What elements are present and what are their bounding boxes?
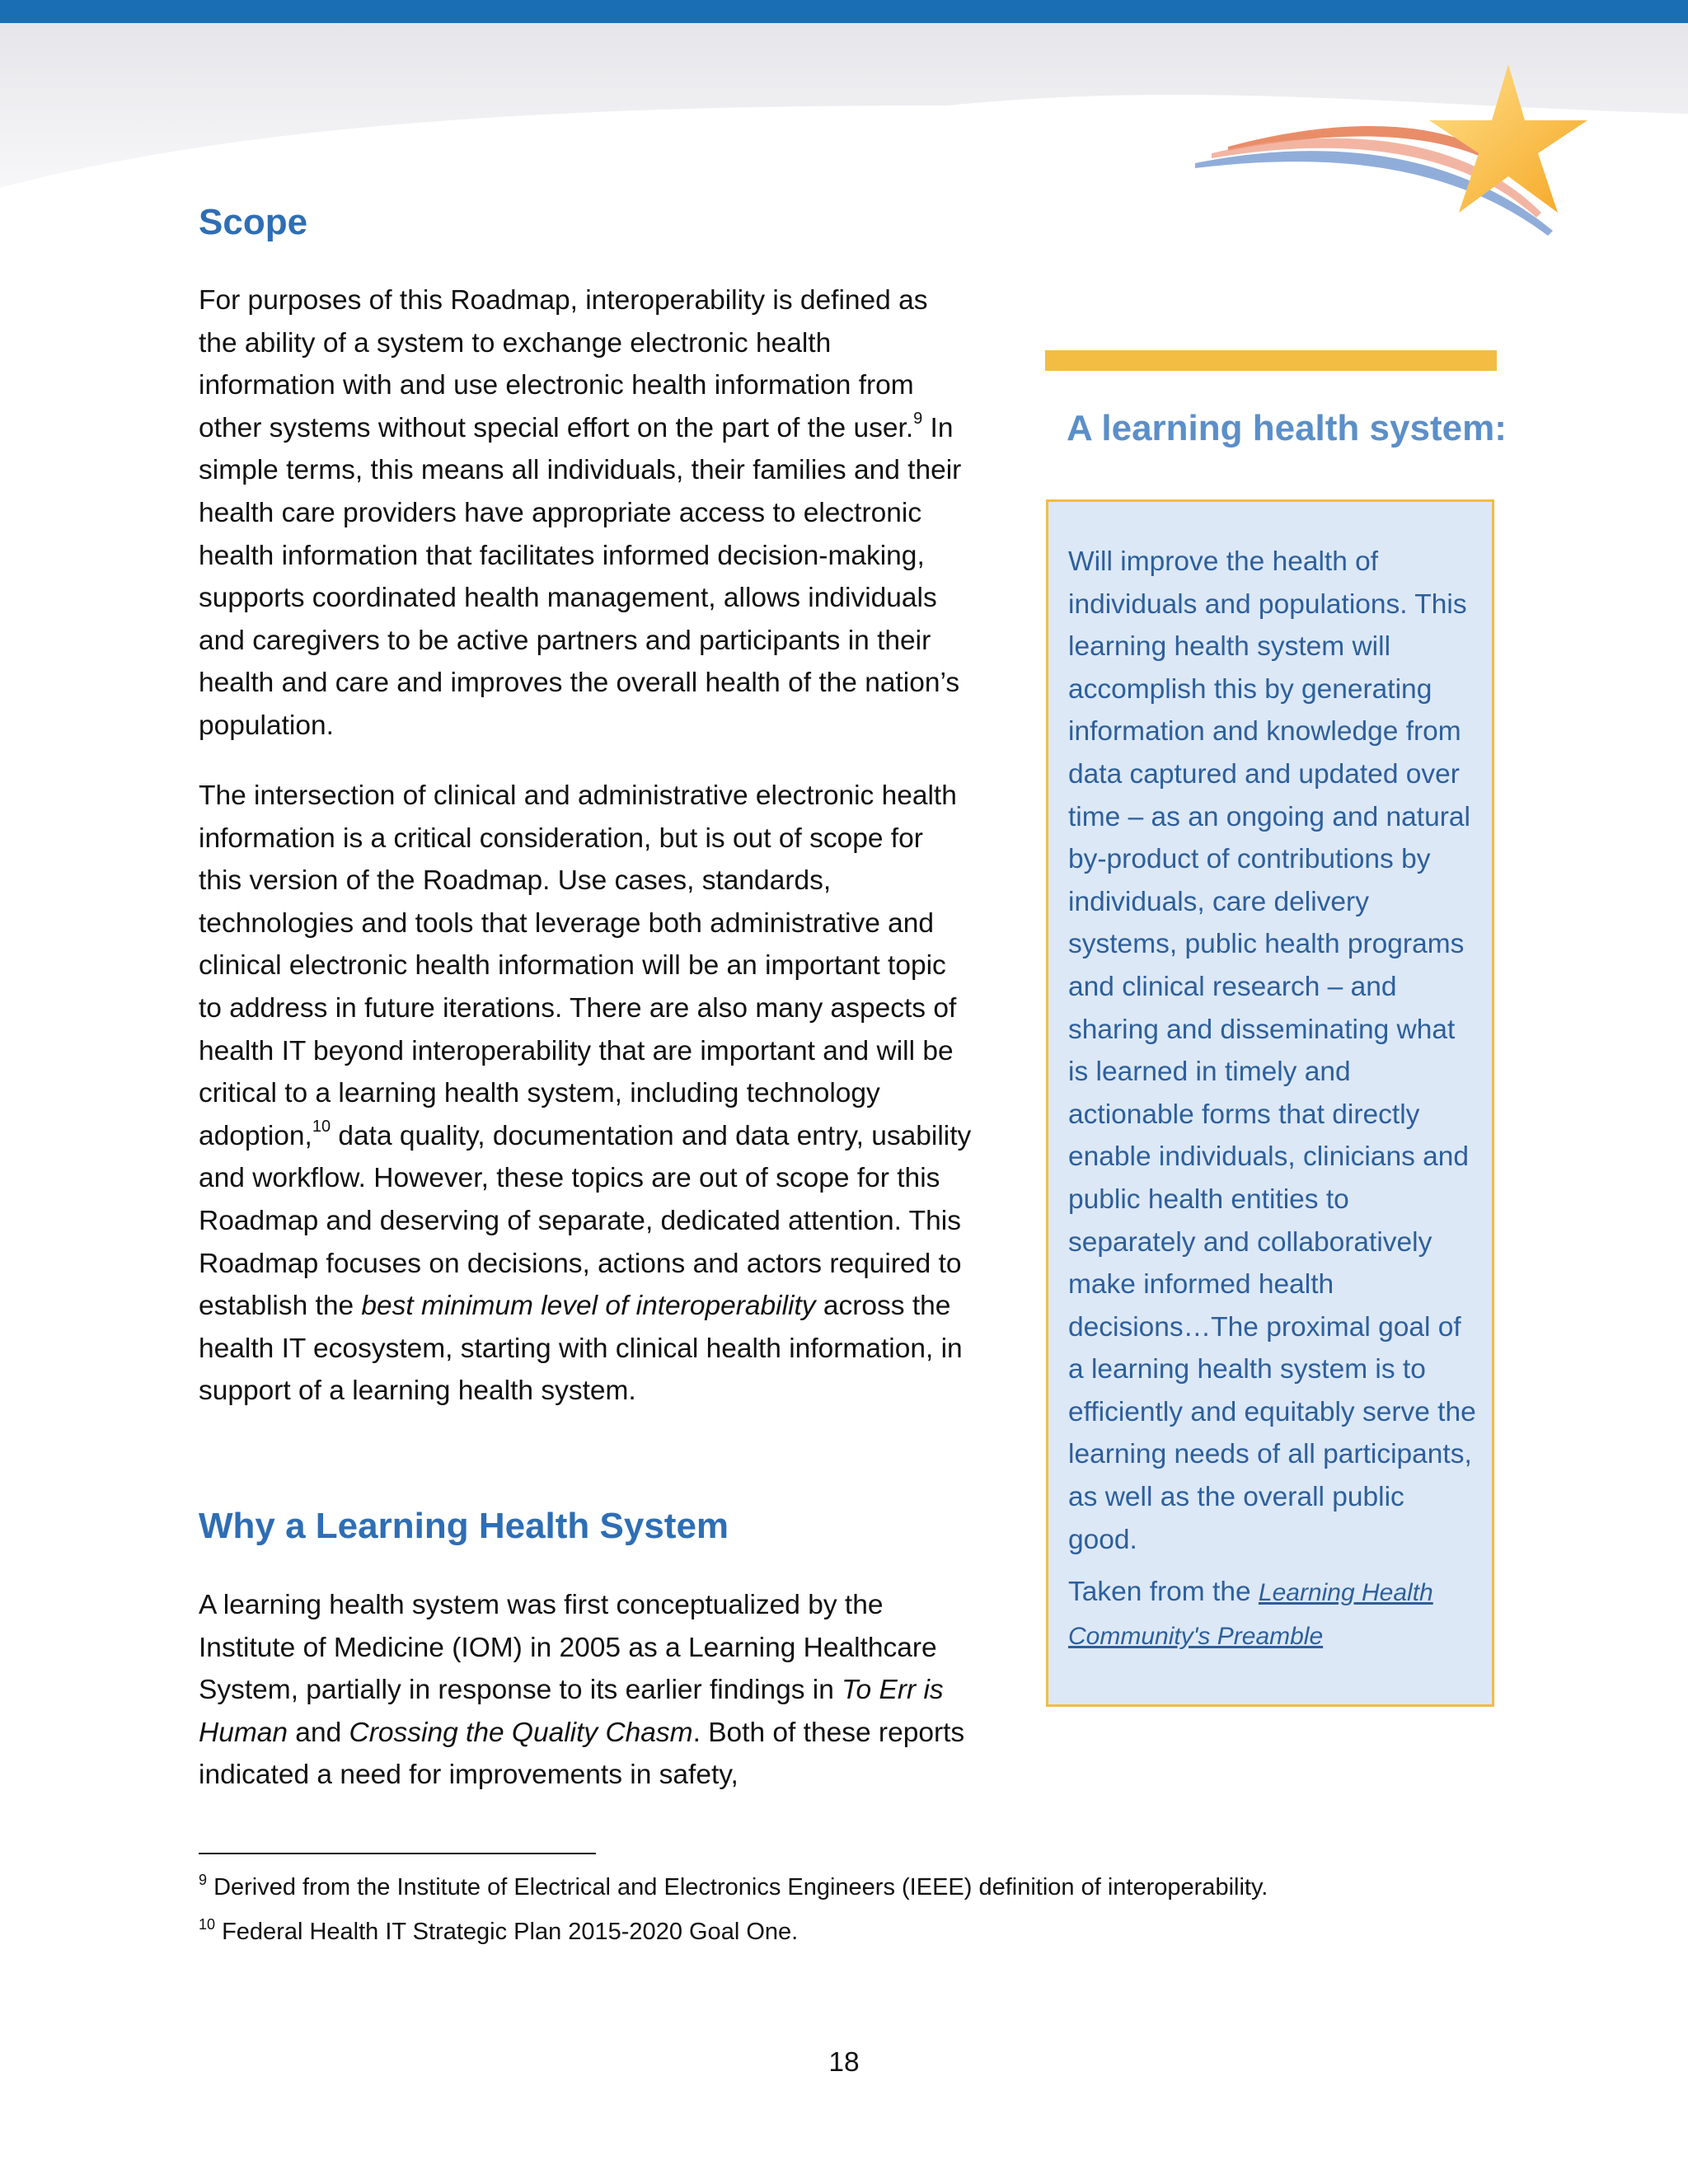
why-heading: Why a Learning Health System xyxy=(199,1506,729,1546)
why-paragraph: A learning health system was first conceptualized by the Institute of Medicine (IOM) in 2005 as a Learning Healthcare System, partially in response to its earlier findings in To Err is Human and Crossing the Quality Chasm. Both of these reports indicated a need for improvements in safety, xyxy=(199,1590,965,1791)
header-top-bar xyxy=(0,0,1688,23)
scope-heading: Scope xyxy=(199,202,308,242)
footnote-divider xyxy=(199,1853,596,1854)
learning-health-community-link[interactable]: Learning Health Community's Preamble xyxy=(1068,1579,1433,1650)
footnote-9: $^9$ Derived from the Institute of Electrical and Electronics Engineers (IEEE) definition of interoperability. xyxy=(199,1872,1268,1900)
footnote-10: $^{10}$ Federal Health IT Strategic Plan 2015-2020 Goal One. xyxy=(199,1916,799,1945)
sidebar-source: Taken from the Learning Health Community's Preamble xyxy=(1068,1577,1433,1650)
sidebar-body: Will improve the health of individuals and populations. This learning health system will accomplish this by generating information and knowledge from data captured and updated over time – as an ongoing and natural by-product of contributions by individuals, care delivery systems, public health programs and clinical research – and sharing and disseminating what is learned in timely and actionable forms that directly enable individuals, clinicians and public health entities to separately and collaboratively make informed health decisions…The proximal goal of a learning health system is to efficiently and equitably serve the learning needs of all participants, as well as the overall public good. xyxy=(1068,546,1476,1555)
scope-paragraph-2: The intersection of clinical and administrative electronic health information is a critical consideration, but is out of scope for this version of the Roadmap. Use cases, standards, technologies and tools that leverage both administrative and clinical electronic health information will be an important topic to address in future iterations. There are also many aspects of health IT beyond interoperability that are important and will be critical to a learning health system, including technology adoption,$^{10}$ data quality, documentation and data entry, usability and workflow. However, these topics are out of scope for this Roadmap and deserving of separate, dedicated attention. This Roadmap focuses on decisions, actions and actors required to establish the best minimum level of interoperability across the health IT ecosystem, starting with clinical health information, in support of a learning health system. xyxy=(199,780,972,1407)
page-number: 18 xyxy=(828,2047,860,2078)
sidebar-title: A learning health system: xyxy=(1067,408,1507,448)
footnote-ref-9[interactable]: 9 xyxy=(913,409,923,428)
sidebar-accent-bar xyxy=(1045,350,1497,371)
footnote-ref-10[interactable]: 10 xyxy=(312,1117,331,1136)
scope-paragraph-1: For purposes of this Roadmap, interoperability is defined as the ability of a system to exchange electronic health information with and use electronic health information from other systems without special effort on the part of the user.$^9$ In simple terms, this means all individuals, their families and their health care providers have appropriate access to electronic health information that facilitates informed decision-making, supports coordinated health management, allows individuals and caregivers to be active partners and participants in their health and care and improves the overall health of the nation’s population. xyxy=(199,285,962,741)
